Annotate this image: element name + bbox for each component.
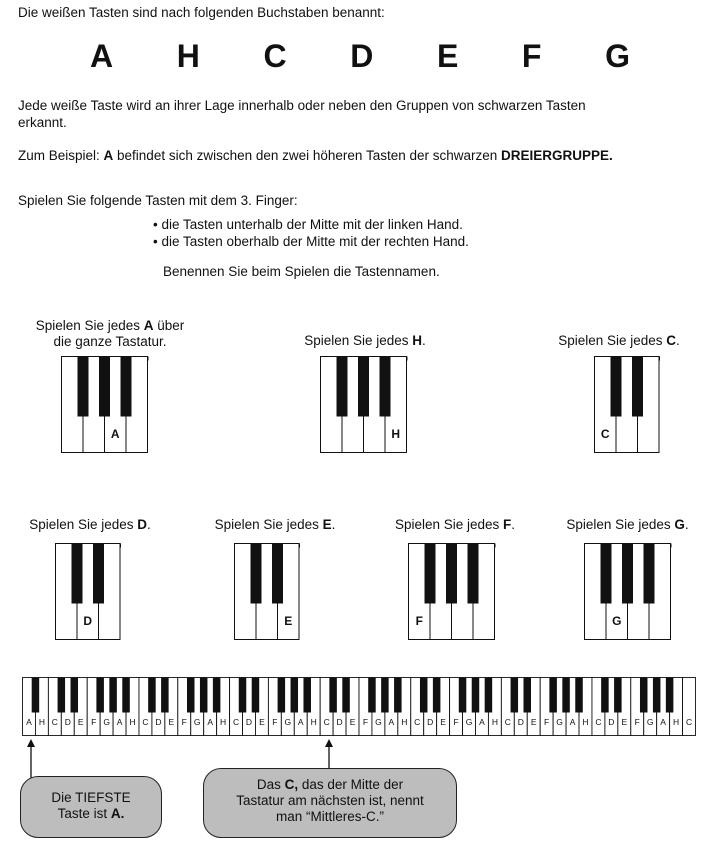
exercise-label-text: Spielen Sie jedes <box>304 333 413 348</box>
key-label: C <box>142 717 149 727</box>
key-label: E <box>77 717 84 727</box>
key-label: D <box>517 717 524 727</box>
key-mark-c: C <box>600 427 610 441</box>
key-label: C <box>414 717 421 727</box>
black-key <box>562 678 570 713</box>
mini-keyboard-h <box>320 356 411 454</box>
key-label: F <box>181 717 187 727</box>
key-label: A <box>26 717 32 727</box>
exercise-label-key: G <box>674 517 685 532</box>
black-key <box>148 678 156 713</box>
mini-keyboard-g <box>584 543 675 641</box>
black-key <box>420 678 428 713</box>
black-key <box>329 678 337 713</box>
example-bold-group: DREIERGRUPPE. <box>501 148 613 163</box>
exercise-label-text: Spielen Sie jedes <box>566 517 675 532</box>
black-key <box>381 678 389 713</box>
black-key <box>485 678 493 713</box>
black-key <box>511 678 519 713</box>
letter-c: C <box>263 38 287 74</box>
key-label: F <box>453 717 459 727</box>
black-key <box>549 678 557 713</box>
black-key <box>446 544 457 604</box>
key-label: A <box>297 717 304 727</box>
key-label: D <box>336 717 343 727</box>
paragraph-identify: Jede weiße Taste wird an ihrer Lage innerhalb oder neben den Gruppen von schwarzen Tasten erkannt. <box>18 98 586 130</box>
exercise-label-text: . <box>331 517 336 532</box>
exercise-label-text: . <box>422 333 426 348</box>
key-label: A <box>479 717 485 727</box>
exercise-label-key: H <box>412 333 423 348</box>
key-label: H <box>491 717 498 727</box>
exercise-label-text: Spielen Sie jedes <box>214 517 323 532</box>
black-key <box>394 678 402 713</box>
callout-text: Tastatur am nächsten ist, nennt <box>236 793 424 808</box>
letter-f: F <box>521 38 542 74</box>
black-key <box>71 678 79 713</box>
key-label: H <box>582 717 589 727</box>
example-prefix: Zum Beispiel: <box>18 148 104 163</box>
black-key <box>239 678 247 713</box>
key-mark-e: E <box>284 614 293 628</box>
exercise-label-text: . <box>147 517 151 532</box>
black-key <box>291 678 299 713</box>
arrow-lowest-key <box>27 739 35 778</box>
black-key <box>622 544 633 604</box>
black-key <box>611 357 622 417</box>
intro-text: Die weißen Tasten sind nach folgenden Buchstaben benannt: <box>18 5 385 20</box>
black-key <box>632 357 643 417</box>
black-key <box>72 544 83 604</box>
key-label: G <box>646 717 654 727</box>
key-mark-g: G <box>612 614 622 628</box>
exercise-label-key: E <box>322 517 332 532</box>
key-label: H <box>220 717 227 727</box>
exercise-label-text: . <box>511 517 516 532</box>
key-label: F <box>634 717 640 727</box>
callout-text: Die <box>51 790 76 805</box>
exercise-label-key: A <box>143 318 154 333</box>
key-label: A <box>569 717 576 727</box>
key-label: E <box>168 717 175 727</box>
key-label: C <box>685 717 693 727</box>
key-label: G <box>284 717 292 727</box>
black-key <box>425 544 436 604</box>
black-key <box>122 678 130 713</box>
key-letter-row <box>90 38 630 75</box>
example-bold-a: A <box>103 148 114 163</box>
black-key <box>161 678 169 713</box>
mini-keyboard-f <box>408 543 499 641</box>
bullet-right-hand: • die Tasten oberhalb der Mitte mit der rechten Hand. <box>153 234 469 249</box>
letter-a: A <box>90 38 114 74</box>
key-label: A <box>116 717 123 727</box>
key-label: H <box>310 717 317 727</box>
callout-text: C, <box>284 777 299 792</box>
key-label: E <box>259 717 265 727</box>
black-key <box>121 357 132 417</box>
black-key <box>472 678 480 713</box>
key-label: G <box>103 717 110 727</box>
key-label: E <box>621 717 628 727</box>
key-label: C <box>323 717 330 727</box>
black-key <box>272 544 283 604</box>
key-label: E <box>440 717 446 727</box>
key-mark-f: F <box>415 614 423 628</box>
black-key <box>523 678 531 713</box>
black-key <box>614 678 622 713</box>
callout-text: Das <box>256 777 285 792</box>
black-key <box>575 678 583 713</box>
black-key <box>342 678 350 713</box>
letter-h: H <box>176 38 200 74</box>
key-label: H <box>38 717 45 727</box>
exercise-label-d <box>10 517 170 533</box>
key-label: D <box>427 717 434 727</box>
black-key <box>213 678 221 713</box>
black-key <box>252 678 260 713</box>
callout-text: man “Mittleres-C.” <box>275 809 384 824</box>
black-key <box>200 678 208 713</box>
black-key <box>640 678 648 713</box>
paragraph-name-keys: Benennen Sie beim Spielen die Tastennamen. <box>163 264 440 279</box>
exercise-label-text: . <box>676 333 680 348</box>
black-key <box>380 357 391 417</box>
key-label: A <box>388 717 395 727</box>
exercise-label-a <box>10 318 210 350</box>
key-label: F <box>544 717 550 727</box>
key-label: D <box>245 717 253 727</box>
paragraph-instructions: Spielen Sie folgende Tasten mit dem 3. Finger: <box>18 193 298 208</box>
callout-text: Taste ist <box>57 806 111 821</box>
key-label: H <box>673 717 680 727</box>
exercise-label-e <box>195 517 355 533</box>
mini-keyboard-c <box>594 356 664 454</box>
black-key <box>78 357 89 417</box>
exercise-label-line2: die ganze Tastatur. <box>53 334 167 349</box>
callout-text: A. <box>110 806 125 821</box>
black-key <box>278 678 286 713</box>
black-key <box>96 678 104 713</box>
key-label: E <box>349 717 356 727</box>
exercise-label-key: C <box>666 333 677 348</box>
callout-text: TIEFSTE <box>75 790 131 805</box>
mini-keyboard-d <box>55 543 125 641</box>
key-label: G <box>465 717 473 727</box>
black-key <box>644 544 655 604</box>
key-label: D <box>155 717 162 727</box>
black-key <box>368 678 376 713</box>
black-key <box>653 678 661 713</box>
black-key <box>601 544 612 604</box>
key-label: E <box>530 717 537 727</box>
black-key <box>337 357 348 417</box>
black-key <box>459 678 467 713</box>
black-key <box>666 678 674 713</box>
black-key <box>109 678 117 713</box>
key-label: G <box>193 717 201 727</box>
exercise-label-text: Spielen Sie jedes <box>558 333 667 348</box>
key-label: C <box>51 717 58 727</box>
black-key <box>93 544 104 604</box>
letter-d: D <box>350 38 374 74</box>
callout-text: das der Mitte der <box>298 777 404 792</box>
key-label: F <box>362 717 369 727</box>
exercise-label-text: über <box>153 318 185 333</box>
key-label: F <box>91 717 97 727</box>
exercise-label-g <box>550 517 705 533</box>
paragraph-example <box>18 147 698 164</box>
key-label: C <box>232 717 240 727</box>
exercise-label-key: F <box>503 517 512 532</box>
bullet-left-hand: • die Tasten unterhalb der Mitte mit der linken Hand. <box>153 217 463 232</box>
key-label: H <box>401 717 408 727</box>
black-key <box>187 678 195 713</box>
black-key <box>58 678 66 713</box>
exercise-label-text: Spielen Sie jedes <box>29 517 138 532</box>
key-mark-d: D <box>83 614 93 628</box>
black-key <box>468 544 479 604</box>
mini-keyboard-a <box>61 356 152 454</box>
exercise-label-key: D <box>137 517 148 532</box>
black-key <box>251 544 262 604</box>
exercise-label-text: . <box>684 517 689 532</box>
exercise-label-c <box>534 333 704 349</box>
key-label: D <box>64 717 71 727</box>
letter-e: E <box>436 38 459 74</box>
exercise-label-h <box>265 333 465 349</box>
key-label: A <box>207 717 213 727</box>
black-key <box>32 678 40 713</box>
key-mark-h: H <box>391 427 401 441</box>
callout-lowest-key <box>20 776 162 838</box>
exercise-label-text: Spielen Sie jedes <box>394 517 504 532</box>
black-key <box>99 357 110 417</box>
exercise-label-text: Spielen Sie jedes <box>35 318 144 333</box>
black-key <box>601 678 609 713</box>
key-mark-a: A <box>110 427 120 441</box>
key-label: C <box>595 717 602 727</box>
key-label: H <box>129 717 136 727</box>
bullet-list <box>153 216 469 250</box>
callout-middle-c <box>203 768 457 838</box>
key-label: D <box>608 717 615 727</box>
key-label: G <box>375 717 382 727</box>
key-label: F <box>272 717 278 727</box>
key-label: A <box>660 717 666 727</box>
key-label: G <box>556 717 563 727</box>
full-keyboard <box>22 677 696 737</box>
black-key <box>303 678 311 713</box>
black-key <box>433 678 441 713</box>
exercise-label-f <box>375 517 535 533</box>
black-key <box>358 357 369 417</box>
letter-g: G <box>605 38 630 74</box>
key-label: C <box>504 717 511 727</box>
example-middle: befindet sich zwischen den zwei höheren Tasten der schwarzen <box>113 148 502 163</box>
mini-keyboard-e <box>234 543 304 641</box>
